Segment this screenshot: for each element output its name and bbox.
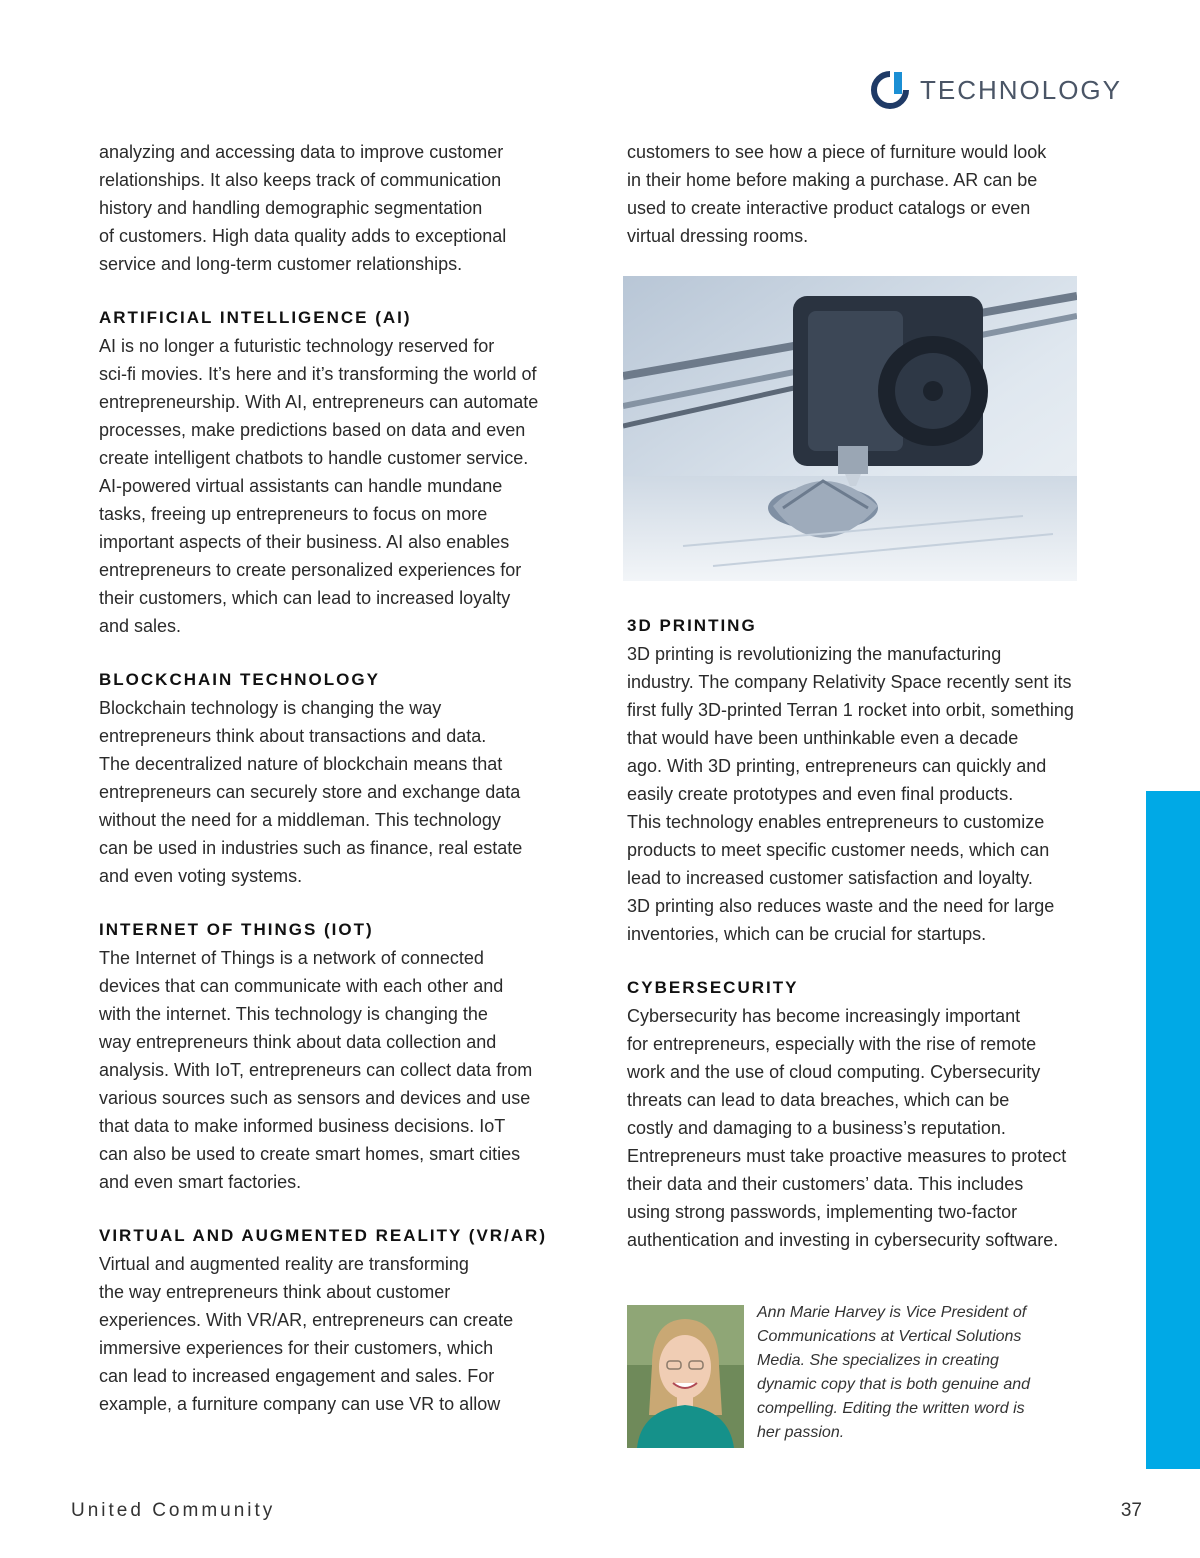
text-line: Blockchain technology is changing the way: [99, 698, 442, 718]
text-line: costly and damaging to a business’s reputation.: [627, 1118, 1006, 1138]
cybersecurity-paragraph: [627, 1002, 1107, 1254]
text-line: devices that can communicate with each other and: [99, 976, 504, 996]
text-line: that data to make informed business decisions. IoT: [99, 1116, 506, 1136]
text-line: analysis. With IoT, entrepreneurs can collect data from: [99, 1060, 533, 1080]
text-line: using strong passwords, implementing two-factor: [627, 1202, 1018, 1222]
text-line: their customers, which can lead to increased loyalty: [99, 588, 511, 608]
left-column: [99, 138, 579, 1418]
text-line: AI is no longer a futuristic technology reserved for: [99, 336, 495, 356]
text-line: important aspects of their business. AI also enables: [99, 532, 510, 552]
author-bio: [757, 1301, 1087, 1445]
intro-paragraph: [627, 138, 1107, 250]
text-line: their data and their customers’ data. This includes: [627, 1174, 1024, 1194]
text-line: 3D printing is revolutionizing the manufacturing: [627, 644, 1002, 664]
3d-printer-photo: [623, 276, 1077, 581]
text-line: various sources such as sensors and devices and use: [99, 1088, 531, 1108]
text-line: can lead to increased engagement and sales. For: [99, 1366, 495, 1386]
text-line: AI-powered virtual assistants can handle mundane: [99, 476, 503, 496]
cybersecurity-heading: CYBERSECURITY: [627, 978, 799, 997]
text-line: Cybersecurity has become increasingly important: [627, 1006, 1021, 1026]
right-column-lower: [627, 612, 1107, 1254]
text-line: virtual dressing rooms.: [627, 226, 809, 246]
text-line: ago. With 3D printing, entrepreneurs can quickly and: [627, 756, 1047, 776]
text-line: and even smart factories.: [99, 1172, 302, 1192]
text-line: The decentralized nature of blockchain means that: [99, 754, 503, 774]
text-line: Entrepreneurs must take proactive measures to protect: [627, 1146, 1067, 1166]
text-line: work and the use of cloud computing. Cybersecurity: [627, 1062, 1041, 1082]
text-line: authentication and investing in cybersecurity software.: [627, 1230, 1059, 1250]
accent-side-bar: [1146, 791, 1200, 1469]
author-headshot: [627, 1305, 744, 1448]
right-column: [627, 138, 1107, 250]
text-line: example, a furniture company can use VR to allow: [99, 1394, 501, 1414]
text-line: immersive experiences for their customers, which: [99, 1338, 494, 1358]
text-line: entrepreneurs think about transactions and data.: [99, 726, 487, 746]
text-line: dynamic copy that is both genuine and: [757, 1376, 1031, 1393]
text-line: create intelligent chatbots to handle customer service.: [99, 448, 529, 468]
text-line: in their home before making a purchase. AR can be: [627, 170, 1038, 190]
page-number: 37: [1120, 1500, 1142, 1521]
text-line: first fully 3D-printed Terran 1 rocket into orbit, something: [627, 700, 1074, 720]
text-line: customers to see how a piece of furniture would look: [627, 142, 1047, 162]
text-line: used to create interactive product catalogs or even: [627, 198, 1031, 218]
iot-paragraph: [99, 944, 579, 1196]
text-line: tasks, freeing up entrepreneurs to focus on more: [99, 504, 488, 524]
blockchain-paragraph: [99, 694, 579, 890]
text-line: relationships. It also keeps track of communication: [99, 170, 502, 190]
intro-paragraph: [99, 138, 579, 278]
text-line: way entrepreneurs think about data collection and: [99, 1032, 497, 1052]
section-label: TECHNOLOGY: [919, 74, 1122, 105]
text-line: and even voting systems.: [99, 866, 303, 886]
text-line: analyzing and accessing data to improve customer: [99, 142, 504, 162]
text-line: Media. She specializes in creating: [757, 1352, 999, 1369]
text-line: This technology enables entrepreneurs to customize: [627, 812, 1045, 832]
text-line: lead to increased customer satisfaction and loyalty.: [627, 868, 1033, 888]
text-line: products to meet specific customer needs, which can: [627, 840, 1050, 860]
text-line: the way entrepreneurs think about customer: [99, 1282, 451, 1302]
text-line: service and long-term customer relationships.: [99, 254, 463, 274]
text-line: of customers. High data quality adds to exceptional: [99, 226, 507, 246]
iot-heading: INTERNET OF THINGS (IOT): [99, 920, 374, 939]
text-line: sci-fi movies. It’s here and it’s transforming the world of: [99, 364, 537, 384]
ai-paragraph: [99, 332, 579, 640]
3d-printing-paragraph: [627, 640, 1107, 948]
text-line: and sales.: [99, 616, 182, 636]
publication-name: United Community: [71, 1500, 276, 1521]
text-line: entrepreneurs to create personalized experiences for: [99, 560, 522, 580]
section-header: [870, 70, 1122, 110]
text-line: for entrepreneurs, especially with the rise of remote: [627, 1034, 1037, 1054]
text-line: Virtual and augmented reality are transforming: [99, 1254, 469, 1274]
vrar-paragraph: [99, 1250, 579, 1418]
text-line: Ann Marie Harvey is Vice President of: [757, 1304, 1027, 1321]
text-line: 3D printing also reduces waste and the need for large: [627, 896, 1055, 916]
text-line: her passion.: [757, 1424, 845, 1441]
text-line: entrepreneurship. With AI, entrepreneurs can automate: [99, 392, 539, 412]
text-line: entrepreneurs can securely store and exchange data: [99, 782, 521, 802]
text-line: The Internet of Things is a network of connected: [99, 948, 484, 968]
text-line: can be used in industries such as finance, real estate: [99, 838, 523, 858]
text-line: with the internet. This technology is changing the: [99, 1004, 488, 1024]
text-line: that would have been unthinkable even a decade: [627, 728, 1019, 748]
ai-heading: ARTIFICIAL INTELLIGENCE (AI): [99, 308, 412, 327]
brand-logo-icon: [870, 70, 910, 110]
text-line: Communications at Vertical Solutions: [757, 1328, 1022, 1345]
text-line: without the need for a middleman. This technology: [99, 810, 501, 830]
text-line: processes, make predictions based on data and even: [99, 420, 526, 440]
text-line: threats can lead to data breaches, which can be: [627, 1090, 1010, 1110]
text-line: can also be used to create smart homes, smart cities: [99, 1144, 521, 1164]
text-line: easily create prototypes and even final products.: [627, 784, 1014, 804]
blockchain-heading: BLOCKCHAIN TECHNOLOGY: [99, 670, 380, 689]
vrar-heading: VIRTUAL AND AUGMENTED REALITY (VR/AR): [99, 1226, 547, 1245]
text-line: history and handling demographic segmentation: [99, 198, 483, 218]
text-line: industry. The company Relativity Space recently sent its: [627, 672, 1072, 692]
3d-printing-heading: 3D PRINTING: [627, 616, 757, 635]
text-line: experiences. With VR/AR, entrepreneurs can create: [99, 1310, 514, 1330]
text-line: compelling. Editing the written word is: [757, 1400, 1025, 1417]
text-line: inventories, which can be crucial for startups.: [627, 924, 987, 944]
